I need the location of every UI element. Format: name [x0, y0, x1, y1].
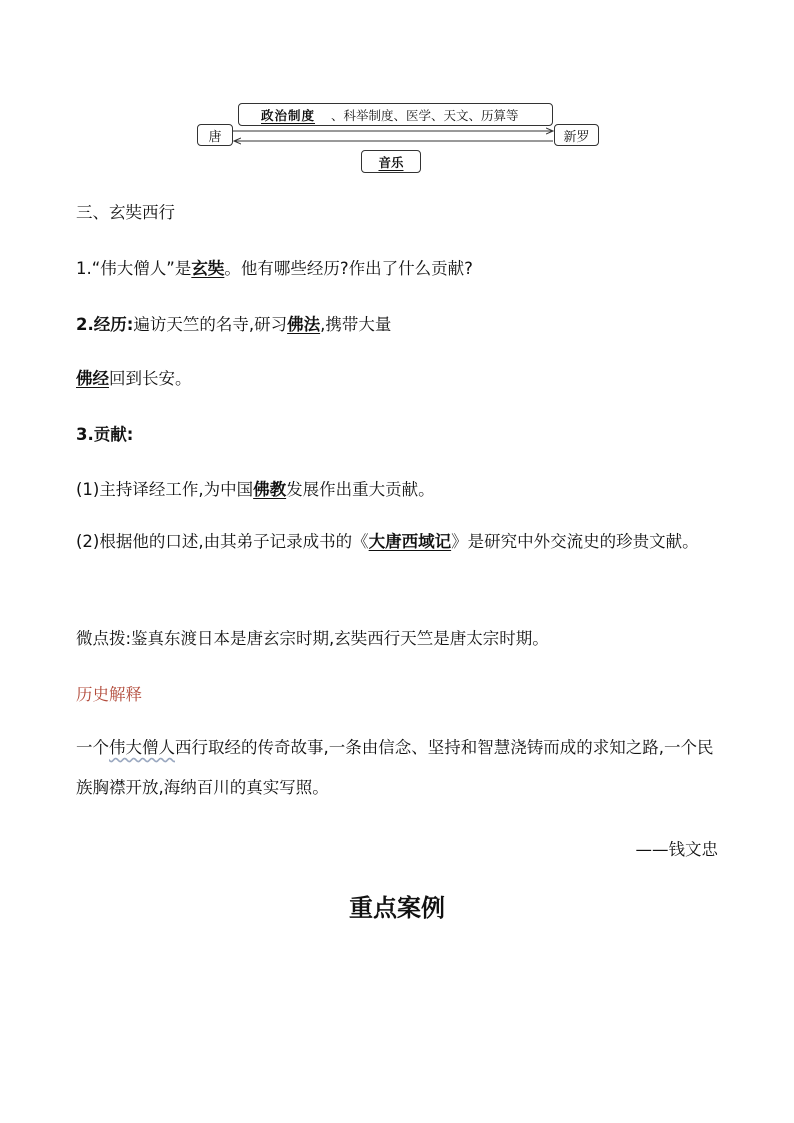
section-title: 三、玄奘西行	[76, 203, 175, 222]
tang-node: 唐	[197, 124, 233, 146]
bottom-exchange-box	[361, 150, 421, 173]
top-exchange-box	[238, 103, 553, 126]
contribution-1: (1)主持译经工作,为中国佛教发展作出重大贡献。	[76, 480, 435, 499]
answer-datang-xiyuji: 大唐西域记	[368, 532, 452, 551]
contribution-2: (2)根据他的口述,由其弟子记录成书的《大唐西域记》是研究中外交流史的珍贵文献。	[76, 532, 699, 551]
history-label: 历史解释	[76, 685, 142, 704]
question-2: 2.经历:遍访天竺的名寺,研习佛法,携带大量	[76, 315, 392, 334]
bottom-label: 音乐	[378, 154, 404, 170]
answer-fojing: 佛经	[76, 369, 109, 388]
answer-fofa: 佛法	[287, 315, 321, 334]
question-1: 1.“伟大僧人”是玄奘。他有哪些经历?作出了什么贡献?	[76, 259, 473, 278]
quote-author: ——钱文忠	[635, 840, 718, 859]
top-rest-label: 、科举制度、医学、天文、历算等	[331, 107, 519, 123]
tip: 微点拨:鉴真东渡日本是唐玄宗时期,玄奘西行天竺是唐太宗时期。	[76, 629, 549, 648]
question-3: 3.贡献:	[76, 425, 134, 444]
answer-fojiao: 佛教	[253, 480, 287, 499]
top-underlined-label: 政治制度	[261, 107, 316, 123]
silla-node: 新罗	[554, 124, 599, 146]
question-2-cont: 佛经回到长安。	[76, 369, 192, 388]
quote: 一个伟大僧人西行取经的传奇故事,一条由信念、坚持和智慧浇铸而成的求知之路,一个民族胸襟开放,海纳百川的真实写照。	[76, 738, 714, 797]
section-heading: 重点案例	[349, 894, 445, 922]
answer-xuanzang: 玄奘	[191, 259, 225, 278]
